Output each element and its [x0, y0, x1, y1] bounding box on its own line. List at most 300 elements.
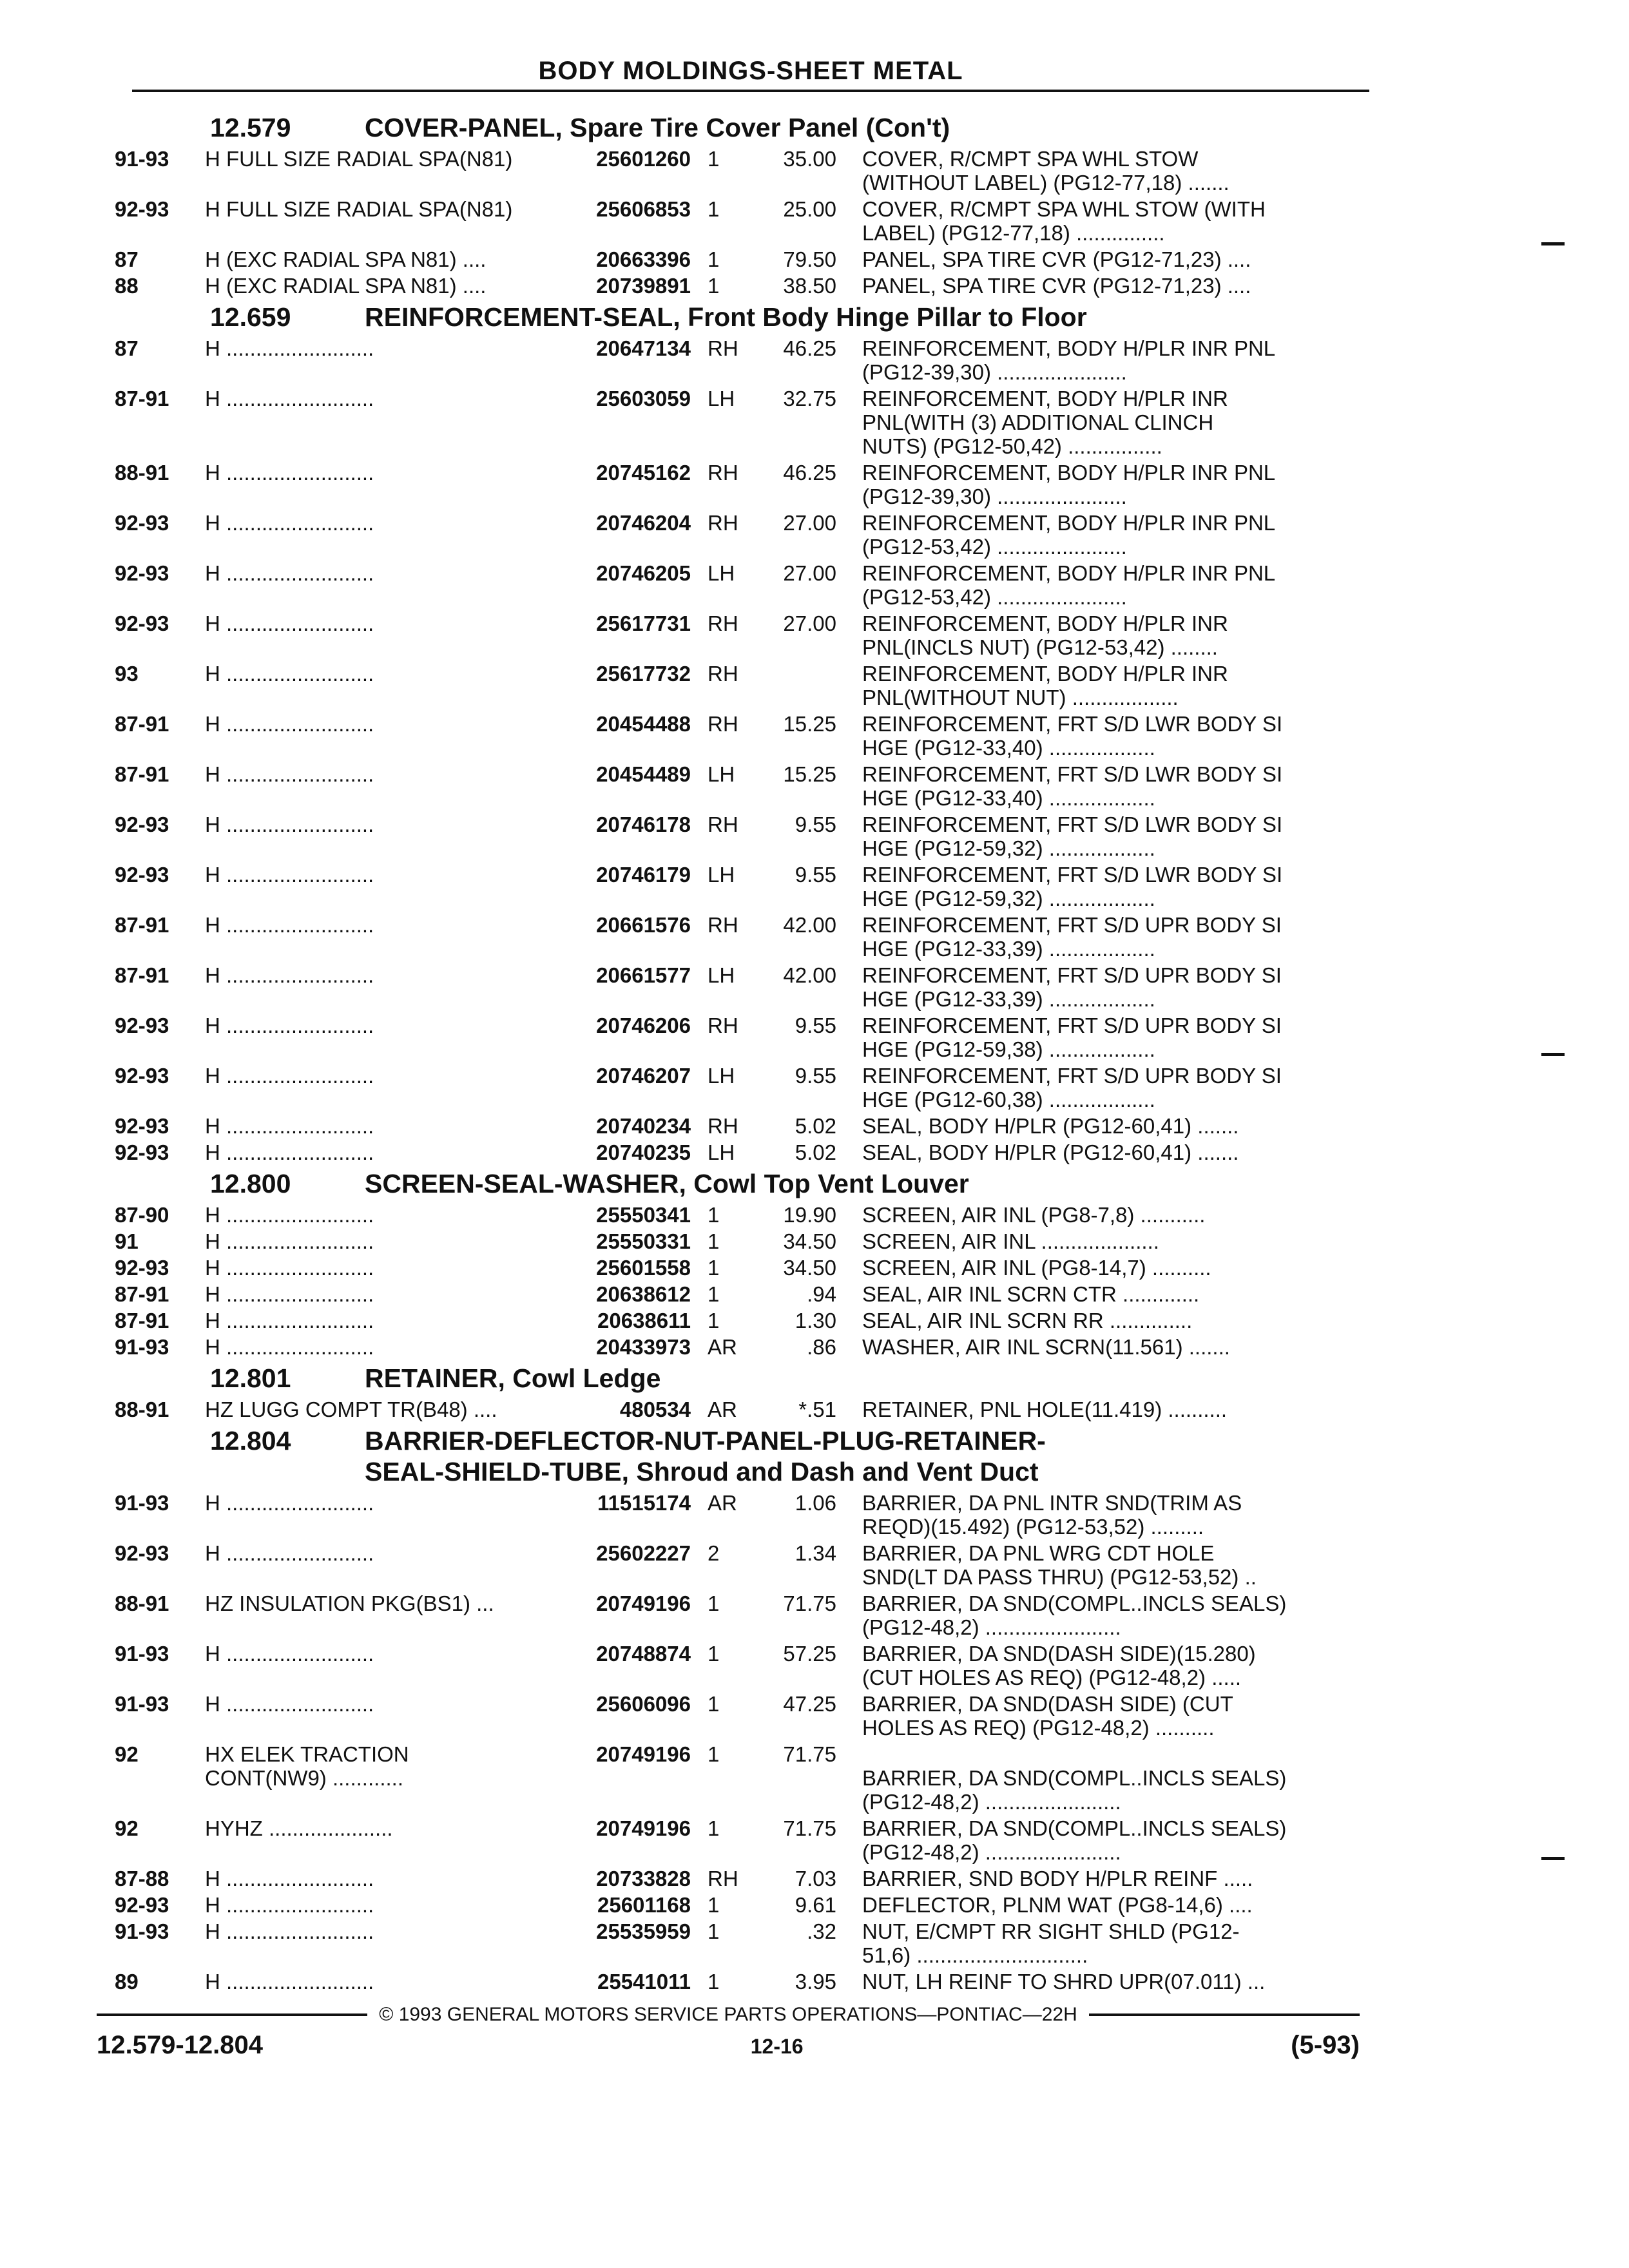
list-price: 34.50 [783, 1256, 836, 1280]
revision-mark [1541, 242, 1565, 245]
copyright-notice: © 1993 GENERAL MOTORS SERVICE PARTS OPERATIONS—PONTIAC—22H [379, 2004, 1077, 2025]
part-row [115, 1816, 1365, 1864]
part-number: 20733828 [596, 1867, 691, 1890]
model-usage: H ......................... [205, 1919, 374, 1943]
part-number: 20663396 [596, 247, 691, 271]
part-description: REINFORCEMENT, BODY H/PLR INR PNL (PG12-39,30) ...................... [862, 461, 1276, 508]
model-years: 93 [115, 662, 139, 686]
part-row [115, 963, 1365, 1011]
model-usage: H ......................... [205, 1970, 374, 1994]
model-years: 92-93 [115, 812, 169, 836]
part-number: 25550331 [596, 1229, 691, 1253]
list-price: 9.55 [795, 863, 836, 887]
part-row [115, 1541, 1365, 1589]
part-description: BARRIER, DA PNL INTR SND(TRIM AS REQD)(15.492) (PG12-53,52) ......... [862, 1491, 1242, 1539]
model-usage: H ......................... [205, 1335, 374, 1359]
list-price: 7.03 [795, 1867, 836, 1890]
model-usage: H ......................... [205, 1114, 374, 1138]
part-row [115, 197, 1365, 245]
model-years: 92-93 [115, 1541, 169, 1565]
part-row [115, 1014, 1365, 1061]
quantity: AR [708, 1491, 737, 1515]
part-description: SCREEN, AIR INL (PG8-14,7) .......... [862, 1256, 1211, 1280]
part-row [115, 387, 1365, 458]
part-description: WASHER, AIR INL SCRN(11.561) ....... [862, 1335, 1230, 1359]
list-price: 9.55 [795, 1014, 836, 1037]
section-title: REINFORCEMENT-SEAL, Front Body Hinge Pillar to Floor [365, 302, 1087, 332]
model-usage: H ......................... [205, 913, 374, 937]
section-number: 12.579 [210, 113, 291, 142]
part-description: REINFORCEMENT, FRT S/D UPR BODY SI HGE (PG12-59,38) .................. [862, 1014, 1282, 1061]
section-heading [115, 1425, 1365, 1487]
part-number: 20746178 [596, 812, 691, 836]
list-price: .94 [807, 1282, 836, 1306]
model-years: 87-91 [115, 762, 169, 786]
list-price: 15.25 [783, 712, 836, 736]
list-price: 42.00 [783, 963, 836, 987]
quantity: 1 [708, 197, 720, 221]
revision-mark [1541, 1857, 1565, 1860]
part-description: BARRIER, DA SND(COMPL..INCLS SEALS) (PG12-48,2) ....................... [862, 1766, 1287, 1814]
section-title: BARRIER-DEFLECTOR-NUT-PANEL-PLUG-RETAINER- SEAL-SHIELD-TUBE, Shroud and Dash and Vent Duct [365, 1426, 1046, 1486]
part-number: 20745162 [596, 461, 691, 485]
part-row [115, 611, 1365, 659]
quantity: 1 [708, 1893, 720, 1917]
quantity: 1 [708, 1919, 720, 1943]
part-row [115, 1893, 1365, 1917]
model-usage: H ......................... [205, 611, 374, 635]
list-price: 3.95 [795, 1970, 836, 1994]
page-footer [97, 2004, 1360, 2060]
part-description: SEAL, BODY H/PLR (PG12-60,41) ....... [862, 1140, 1239, 1164]
model-years: 92-93 [115, 1114, 169, 1138]
header-rule [132, 90, 1369, 92]
list-price: 9.61 [795, 1893, 836, 1917]
part-number: 25602227 [596, 1541, 691, 1565]
part-description: SCREEN, AIR INL .................... [862, 1229, 1159, 1253]
list-price: 15.25 [783, 762, 836, 786]
part-number: 25601558 [596, 1256, 691, 1280]
part-number: 20661576 [596, 913, 691, 937]
part-description: REINFORCEMENT, FRT S/D LWR BODY SI HGE (PG12-33,40) .................. [862, 762, 1283, 810]
list-price: 9.55 [795, 1064, 836, 1088]
list-price: 46.25 [783, 336, 836, 360]
model-years: 87 [115, 336, 139, 360]
model-usage: H ......................... [205, 1867, 374, 1890]
model-years: 88-91 [115, 461, 169, 485]
quantity: 1 [708, 1203, 720, 1227]
part-row [115, 712, 1365, 760]
model-years: 88-91 [115, 1591, 169, 1615]
section-title: COVER-PANEL, Spare Tire Cover Panel (Con't) [365, 113, 950, 142]
section-heading [115, 302, 1365, 332]
part-number: 20749196 [596, 1591, 691, 1615]
part-row [115, 762, 1365, 810]
part-description: PANEL, SPA TIRE CVR (PG12-71,23) .... [862, 247, 1251, 271]
quantity: RH [708, 336, 738, 360]
model-years: 92-93 [115, 1064, 169, 1088]
model-years: 92 [115, 1816, 139, 1840]
model-usage: H ......................... [205, 561, 374, 585]
list-price: 79.50 [783, 247, 836, 271]
model-years: 91-93 [115, 1919, 169, 1943]
part-number: 20454489 [596, 762, 691, 786]
quantity: RH [708, 1014, 738, 1037]
model-usage: HYHZ ..................... [205, 1816, 393, 1840]
part-row [115, 1256, 1365, 1280]
quantity: AR [708, 1398, 737, 1421]
model-years: 88-91 [115, 1398, 169, 1421]
model-years: 92-93 [115, 1140, 169, 1164]
page-title: BODY MOLDINGS-SHEET METAL [538, 57, 963, 85]
quantity: LH [708, 863, 735, 887]
part-description: REINFORCEMENT, FRT S/D UPR BODY SI HGE (PG12-60,38) .................. [862, 1064, 1282, 1111]
model-years: 92-93 [115, 1014, 169, 1037]
part-number: 20638612 [596, 1282, 691, 1306]
part-number: 20748874 [596, 1642, 691, 1666]
quantity: 1 [708, 1970, 720, 1994]
section-number: 12.659 [210, 302, 291, 332]
part-description: BARRIER, DA SND(DASH SIDE)(15.280) (CUT HOLES AS REQ) (PG12-48,2) ..... [862, 1642, 1256, 1689]
part-description: REINFORCEMENT, FRT S/D LWR BODY SI HGE (PG12-59,32) .................. [862, 812, 1283, 860]
part-description: BARRIER, DA SND(COMPL..INCLS SEALS) (PG12-48,2) ....................... [862, 1591, 1287, 1639]
model-years: 87-91 [115, 1309, 169, 1332]
quantity: RH [708, 1114, 738, 1138]
part-number: 20647134 [596, 336, 691, 360]
model-years: 91-93 [115, 1692, 169, 1716]
quantity: RH [708, 611, 738, 635]
quantity: LH [708, 762, 735, 786]
part-description: REINFORCEMENT, BODY H/PLR INR PNL (PG12-53,42) ...................... [862, 561, 1276, 609]
quantity: 2 [708, 1541, 720, 1565]
part-description: RETAINER, PNL HOLE(11.419) .......... [862, 1398, 1228, 1421]
model-years: 87-91 [115, 963, 169, 987]
model-years: 91-93 [115, 147, 169, 171]
part-number: 25541011 [597, 1970, 691, 1994]
part-number: 20746207 [596, 1064, 691, 1088]
quantity: LH [708, 561, 735, 585]
part-number: 20740234 [596, 1114, 691, 1138]
quantity: 1 [708, 247, 720, 271]
footer-rule-left [97, 2013, 367, 2016]
model-years: 91 [115, 1229, 139, 1253]
part-row [115, 561, 1365, 609]
list-price: 25.00 [783, 197, 836, 221]
part-row [115, 1642, 1365, 1689]
part-number: 25601168 [597, 1893, 691, 1917]
part-number: 25606096 [596, 1692, 691, 1716]
list-price: 71.75 [783, 1816, 836, 1840]
quantity: RH [708, 1867, 738, 1890]
model-years: 92-93 [115, 1893, 169, 1917]
model-usage: H ......................... [205, 1256, 374, 1280]
model-years: 91-93 [115, 1491, 169, 1515]
model-usage: H ......................... [205, 662, 374, 686]
part-description: DEFLECTOR, PLNM WAT (PG8-14,6) .... [862, 1893, 1253, 1917]
list-price: 35.00 [783, 147, 836, 171]
part-number: 25617732 [596, 662, 691, 686]
part-number: 20638611 [597, 1309, 691, 1332]
part-number: 480534 [619, 1398, 691, 1421]
part-number: 25535959 [596, 1919, 691, 1943]
list-price: 19.90 [783, 1203, 836, 1227]
quantity: 1 [708, 1256, 720, 1280]
quantity: RH [708, 461, 738, 485]
footer-rule-right [1089, 2013, 1360, 2016]
quantity: RH [708, 511, 738, 535]
list-price: 5.02 [795, 1114, 836, 1138]
model-usage: H ......................... [205, 812, 374, 836]
parts-listing [115, 108, 1365, 1996]
model-years: 89 [115, 1970, 139, 1994]
model-usage: H FULL SIZE RADIAL SPA(N81) [205, 197, 513, 221]
part-description: COVER, R/CMPT SPA WHL STOW (WITHOUT LABEL) (PG12-77,18) ....... [862, 147, 1229, 195]
quantity: 1 [708, 147, 720, 171]
part-number: 20661577 [596, 963, 691, 987]
list-price: 32.75 [783, 387, 836, 410]
quantity: 1 [708, 1816, 720, 1840]
quantity: 1 [708, 1642, 720, 1666]
model-usage: H ......................... [205, 1140, 374, 1164]
section-heading [115, 1168, 1365, 1199]
part-description: SEAL, AIR INL SCRN RR .............. [862, 1309, 1193, 1332]
model-years: 87-91 [115, 913, 169, 937]
part-description: REINFORCEMENT, BODY H/PLR INR PNL(WITHOUT NUT) .................. [862, 662, 1228, 709]
model-usage: H ......................... [205, 762, 374, 786]
part-description: PANEL, SPA TIRE CVR (PG12-71,23) .... [862, 274, 1251, 298]
part-number: 20749196 [596, 1816, 691, 1840]
model-years: 87-91 [115, 387, 169, 410]
part-number: 20746179 [596, 863, 691, 887]
model-years: 87-91 [115, 1282, 169, 1306]
part-description: REINFORCEMENT, FRT S/D UPR BODY SI HGE (PG12-33,39) .................. [862, 913, 1282, 961]
part-number: 20739891 [596, 274, 691, 298]
model-usage: H (EXC RADIAL SPA N81) .... [205, 247, 487, 271]
part-row [115, 336, 1365, 384]
section-number: 12.804 [210, 1426, 291, 1456]
part-row [115, 913, 1365, 961]
part-description: BARRIER, DA SND(COMPL..INCLS SEALS) (PG12-48,2) ....................... [862, 1816, 1287, 1864]
part-number: 20746204 [596, 511, 691, 535]
part-description: SCREEN, AIR INL (PG8-7,8) ........... [862, 1203, 1206, 1227]
model-years: 92 [115, 1742, 139, 1766]
model-usage: H ......................... [205, 1309, 374, 1332]
model-usage: HX ELEK TRACTION CONT(NW9) ............ [205, 1742, 409, 1790]
list-price: 42.00 [783, 913, 836, 937]
part-row [115, 1203, 1365, 1227]
part-row [115, 461, 1365, 508]
quantity: RH [708, 712, 738, 736]
part-number: 20749196 [596, 1742, 691, 1766]
part-number: 20746205 [596, 561, 691, 585]
part-description: NUT, E/CMPT RR SIGHT SHLD (PG12- 51,6) ............................. [862, 1919, 1240, 1967]
part-description: REINFORCEMENT, BODY H/PLR INR PNL (PG12-39,30) ...................... [862, 336, 1276, 384]
list-price: 57.25 [783, 1642, 836, 1666]
part-row [115, 1919, 1365, 1967]
part-row [115, 1229, 1365, 1253]
part-row [115, 863, 1365, 910]
model-usage: H ......................... [205, 1203, 374, 1227]
part-row [115, 1398, 1365, 1421]
list-price: 71.75 [783, 1742, 836, 1766]
model-usage: H ......................... [205, 461, 374, 485]
part-description: COVER, R/CMPT SPA WHL STOW (WITH LABEL) (PG12-77,18) ............... [862, 197, 1266, 245]
part-description: SEAL, AIR INL SCRN CTR ............. [862, 1282, 1200, 1306]
part-row [115, 1140, 1365, 1164]
list-price: 47.25 [783, 1692, 836, 1716]
model-usage: H ......................... [205, 1282, 374, 1306]
model-years: 92-93 [115, 197, 169, 221]
part-row [115, 1309, 1365, 1332]
page-number: 12-16 [750, 2035, 804, 2058]
part-row [115, 1742, 1365, 1814]
quantity: 1 [708, 274, 720, 298]
list-price: .32 [807, 1919, 836, 1943]
quantity: LH [708, 1140, 735, 1164]
model-years: 92-93 [115, 611, 169, 635]
part-number: 25606853 [596, 197, 691, 221]
model-years: 87-91 [115, 712, 169, 736]
part-number: 25603059 [596, 387, 691, 410]
model-usage: H ......................... [205, 1541, 374, 1565]
part-row [115, 1491, 1365, 1539]
quantity: AR [708, 1335, 737, 1359]
list-price: 38.50 [783, 274, 836, 298]
revision-mark [1541, 1053, 1565, 1056]
quantity: 1 [708, 1229, 720, 1253]
part-description: BARRIER, DA SND(DASH SIDE) (CUT HOLES AS REQ) (PG12-48,2) .......... [862, 1692, 1233, 1740]
model-usage: H ......................... [205, 1229, 374, 1253]
list-price: 71.75 [783, 1591, 836, 1615]
quantity: RH [708, 662, 738, 686]
part-row [115, 812, 1365, 860]
part-description: REINFORCEMENT, FRT S/D LWR BODY SI HGE (PG12-59,32) .................. [862, 863, 1283, 910]
part-number: 11515174 [597, 1491, 691, 1515]
model-usage: H FULL SIZE RADIAL SPA(N81) [205, 147, 513, 171]
part-number: 20454488 [596, 712, 691, 736]
list-price: 46.25 [783, 461, 836, 485]
model-years: 87 [115, 247, 139, 271]
part-row [115, 147, 1365, 195]
section-range: 12.579-12.804 [97, 2031, 264, 2059]
model-usage: H (EXC RADIAL SPA N81) .... [205, 274, 487, 298]
model-usage: H ......................... [205, 1064, 374, 1088]
quantity: 1 [708, 1692, 720, 1716]
model-years: 92-93 [115, 511, 169, 535]
part-number: 20433973 [596, 1335, 691, 1359]
part-row [115, 1114, 1365, 1138]
list-price: 1.30 [795, 1309, 836, 1332]
quantity: 1 [708, 1742, 720, 1766]
model-years: 91-93 [115, 1642, 169, 1666]
quantity: RH [708, 913, 738, 937]
model-usage: H ......................... [205, 387, 374, 410]
part-row [115, 1867, 1365, 1890]
section-number: 12.801 [210, 1363, 291, 1393]
part-description: REINFORCEMENT, FRT S/D UPR BODY SI HGE (PG12-33,39) .................. [862, 963, 1282, 1011]
part-number: 20740235 [596, 1140, 691, 1164]
list-price: 34.50 [783, 1229, 836, 1253]
part-number: 25550341 [596, 1203, 691, 1227]
part-row [115, 1692, 1365, 1740]
list-price: .86 [807, 1335, 836, 1359]
model-usage: H ......................... [205, 1642, 374, 1666]
part-description: NUT, LH REINF TO SHRD UPR(07.011) ... [862, 1970, 1266, 1994]
model-years: 92-93 [115, 863, 169, 887]
part-description: REINFORCEMENT, BODY H/PLR INR PNL(INCLS NUT) (PG12-53,42) ........ [862, 611, 1228, 659]
quantity: 1 [708, 1309, 720, 1332]
model-usage: H ......................... [205, 1014, 374, 1037]
model-usage: H ......................... [205, 336, 374, 360]
part-row [115, 1282, 1365, 1306]
part-description: REINFORCEMENT, BODY H/PLR INR PNL(WITH (3) ADDITIONAL CLINCH NUTS) (PG12-50,42) ................ [862, 387, 1228, 458]
model-years: 88 [115, 274, 139, 298]
part-number: 20746206 [596, 1014, 691, 1037]
model-years: 92-93 [115, 1256, 169, 1280]
section-number: 12.800 [210, 1169, 291, 1198]
model-usage: H ......................... [205, 1491, 374, 1515]
part-row [115, 247, 1365, 271]
part-number: 25617731 [596, 611, 691, 635]
model-years: 92-93 [115, 561, 169, 585]
part-row [115, 511, 1365, 559]
part-description: REINFORCEMENT, FRT S/D LWR BODY SI HGE (PG12-33,40) .................. [862, 712, 1283, 760]
model-usage: H ......................... [205, 1893, 374, 1917]
list-price: 9.55 [795, 812, 836, 836]
quantity: RH [708, 812, 738, 836]
quantity: 1 [708, 1591, 720, 1615]
model-usage: H ......................... [205, 863, 374, 887]
list-price: 5.02 [795, 1140, 836, 1164]
section-title: RETAINER, Cowl Ledge [365, 1363, 661, 1393]
model-usage: HZ INSULATION PKG(BS1) ... [205, 1591, 494, 1615]
quantity: LH [708, 1064, 735, 1088]
part-description: REINFORCEMENT, BODY H/PLR INR PNL (PG12-53,42) ...................... [862, 511, 1276, 559]
part-number: 25601260 [596, 147, 691, 171]
model-years: 91-93 [115, 1335, 169, 1359]
part-row [115, 1335, 1365, 1359]
model-years: 87-88 [115, 1867, 169, 1890]
quantity: 1 [708, 1282, 720, 1306]
part-row [115, 662, 1365, 709]
model-usage: H ......................... [205, 1692, 374, 1716]
model-usage: H ......................... [205, 511, 374, 535]
part-row [115, 1591, 1365, 1639]
section-heading [115, 112, 1365, 143]
section-title: SCREEN-SEAL-WASHER, Cowl Top Vent Louver [365, 1169, 969, 1198]
list-price: 27.00 [783, 561, 836, 585]
part-description: BARRIER, SND BODY H/PLR REINF ..... [862, 1867, 1253, 1890]
list-price: 27.00 [783, 511, 836, 535]
quantity: LH [708, 387, 735, 410]
section-heading [115, 1363, 1365, 1394]
list-price [759, 662, 856, 709]
list-price: 1.06 [795, 1491, 836, 1515]
model-usage: HZ LUGG COMPT TR(B48) .... [205, 1398, 497, 1421]
quantity: LH [708, 963, 735, 987]
list-price: *.51 [798, 1398, 836, 1421]
revision-date: (5-93) [1291, 2031, 1360, 2059]
part-row [115, 1970, 1365, 1994]
list-price: 27.00 [783, 611, 836, 635]
part-description: BARRIER, DA PNL WRG CDT HOLE SND(LT DA PASS THRU) (PG12-53,52) .. [862, 1541, 1257, 1589]
part-row [115, 1064, 1365, 1111]
model-usage: H ......................... [205, 963, 374, 987]
part-description: SEAL, BODY H/PLR (PG12-60,41) ....... [862, 1114, 1239, 1138]
part-row [115, 274, 1365, 298]
model-usage: H ......................... [205, 712, 374, 736]
list-price: 1.34 [795, 1541, 836, 1565]
